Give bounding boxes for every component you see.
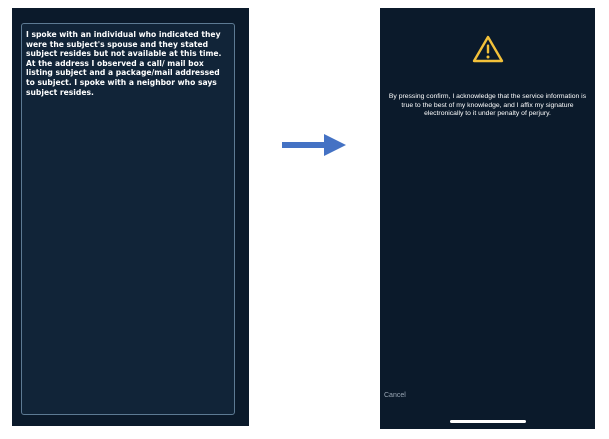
service-notes-textarea[interactable] (21, 23, 235, 415)
service-notes-text: I spoke with an individual who indicated they were the subject's spouse and they stated subject resides but not available at this time. At the address I observed a call/ mail box listing subject and a package/mail addressed to subject. I spoke with a neighbor who says subject resides. (26, 30, 222, 97)
service-notes-screen (12, 8, 249, 426)
acknowledgement-text: By pressing confirm, I acknowledge that the service information is true to the best of my knowledge, and I affix my signature electronically to it under penalty of perjury. (388, 93, 587, 118)
right-arrow-icon (282, 134, 346, 156)
home-indicator[interactable] (450, 420, 526, 423)
cancel-button[interactable]: Cancel (384, 392, 406, 399)
confirmation-screen (380, 8, 595, 429)
warning-triangle-icon (472, 35, 504, 63)
